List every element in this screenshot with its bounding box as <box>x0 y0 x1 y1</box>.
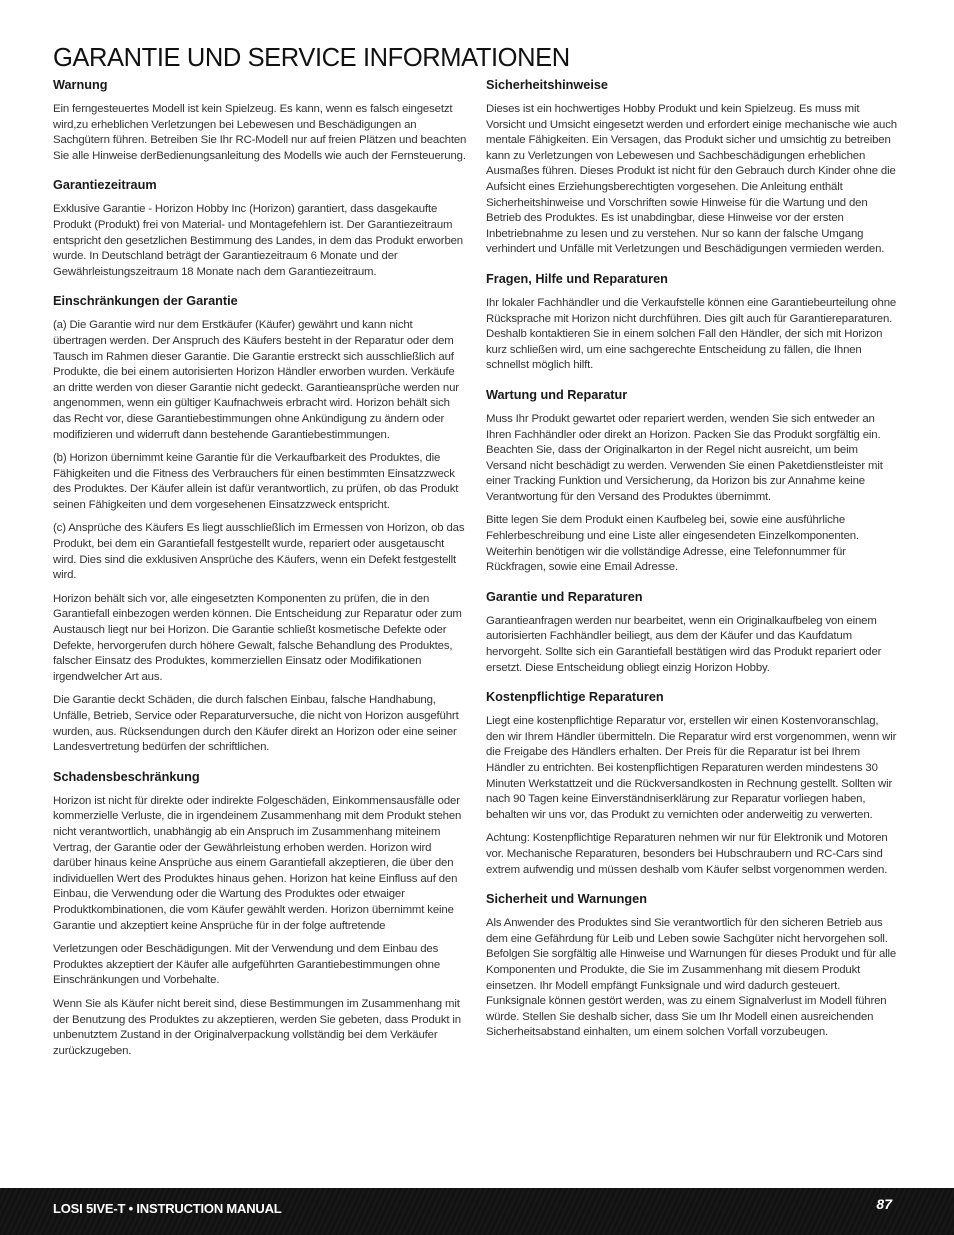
section-paragraph: Dieses ist ein hochwertiges Hobby Produkt und kein Spielzeug. Es muss mit Vorsicht und Umsicht eingesetzt werden und erfordert einige mechanische wie auch mentale Fähigkeiten. Ein Versagen, das Produkt sicher und umsichtig zu betreiben kann zu Verletzungen von Lebewesen und Sachbeschädigungen erheblichen Ausmaßes führen. Dieses Produkt ist nicht für den Gebrauch durch Kinder ohne die Aufsicht eines Erziehungsberechtigten vorgesehen. Die Anleitung enthält Sicherheitshinweise und Vorschriften sowie Hinweise für die Wartung und den Betrieb des Produktes. Es ist unabdingbar, diese Hinweise vor der ersten Inbetriebnahme zu lesen und zu verstehen. Nur so kann der falsche Umgang verhindert und Unfälle mit Verletzungen und Beschädigungen vermieden werden. <box>486 103 897 256</box>
section-paragraph: Ihr lokaler Fachhändler und die Verkaufstelle können eine Garantiebeurteilung ohne Rücksprache mit Horizon nicht durchführen. Dies gilt auch für Garantiereparaturen. Deshalb kontaktieren Sie in einem solchen Fall den Händler, der sich mit Horizon kurz schließen wird, um eine sachgerechte Entscheidung zu fällen, die Ihnen schnellst möglich hilft. <box>486 296 897 372</box>
section-sicherheit-und-warnungen <box>486 892 900 1041</box>
section-heading: Kostenpflichtige Reparaturen <box>486 690 664 705</box>
page-number: 87 <box>876 1196 892 1212</box>
section-paragraph: Die Garantie deckt Schäden, die durch falschen Einbau, falsche Handhabung, Unfälle, Betrieb, Service oder Reparaturversuche, die nicht von Horizon ausgeführt wurden, aus. Rücksendungen durch den Käufer direkt an Horizon oder eine seiner Landesvertretung bedürfen der schriftlichen. <box>53 694 459 754</box>
section-paragraph: Bitte legen Sie dem Produkt einen Kaufbeleg bei, sowie eine ausführliche Fehlerbeschreibung und eine Liste aller eingesendeten Einzelkomponenten. Weiterhin benötigen wir die vollständige Adresse, eine Telefonnummer für Rückfragen, sowie eine Email Adresse. <box>486 514 859 574</box>
section-garantiezeitraum <box>53 178 467 280</box>
section-paragraph: Garantieanfragen werden nur bearbeitet, wenn ein Originalkaufbeleg von einem autorisierten Fachhändler beiliegt, aus dem der Käufer und das Kaufdatum hervorgeht. Sollte sich ein Garantiefall bestätigen wird das Produkt repariert oder ersetzt. Diese Entscheidung obliegt einzig Horizon Hobby. <box>486 614 882 674</box>
page-title: GARANTIE UND SERVICE INFORMATIONEN <box>53 44 570 72</box>
section-heading: Garantie und Reparaturen <box>486 589 643 604</box>
section-heading: Garantiezeitraum <box>53 178 157 193</box>
section-paragraph: (a) Die Garantie wird nur dem Erstkäufer (Käufer) gewährt und kann nicht übertragen werden. Der Anspruch des Käufers besteht in der Reparatur oder dem Tausch im Rahmen dieser Garantie. Die Garantie erstreckt sich ausschließlich auf Produkte, die bei einem autorisierten Horizon Händler erworben wurden. Verkäufe an dritte werden von dieser Garantie nicht gedeckt. Garantieansprüche werden nur angenommen, wenn ein gültiger Kaufnachweis erbracht wird. Horizon behält sich das Recht vor, diese Garantiebestimmungen ohne Ankündigung zu ändern oder modifizieren und widerruft dann bestehende Garantiebestimmungen. <box>53 319 459 441</box>
section-kostenpflichtige-reparaturen <box>486 690 900 878</box>
section-paragraph: Horizon ist nicht für direkte oder indirekte Folgeschäden, Einkommensausfälle oder kommerzielle Verluste, die in irgendeinem Zusammenhang mit dem Produkt stehen nicht verantwortlich, unabhängig ab ein Anspruch im Zusammenhang miteinem Vertrag, der Garantie oder der Gewährleistung erhoben werden. Horizon wird darüber hinaus keine Ansprüche aus einem Garantiefall akzeptieren, die über den individuellen Wert des Produktes hinaus gehen. Horizon hat keine Einfluss auf den Einbau, die Verwendung oder die Wartung des Produktes oder etwaiger Produktkombinationen, die vom Käufer gewählt werden. Horizon übernimmt keine Garantie und akzeptiert keine Ansprüche für in der folge auftretende <box>53 794 462 932</box>
section-paragraph: Exklusive Garantie - Horizon Hobby Inc (Horizon) garantiert, dass dasgekaufte Produkt (Produkt) frei von Material- und Montagefehlern ist. Der Garantiezeitraum entspricht den gesetzlichen Bestimmung des Landes, in dem das Produkt erworben wurde. In Deutschland beträgt der Garantiezeitraum 6 Monate und der Gewährleistungszeitraum 18 Monate nach dem Garantiezeitraum. <box>53 203 463 278</box>
section-heading: Sicherheitshinweise <box>486 78 608 92</box>
footer-bar <box>0 1188 954 1235</box>
section-heading: Wartung und Reparatur <box>486 387 628 402</box>
footer-manual-label: LOSI 5IVE-T • INSTRUCTION MANUAL <box>53 1201 282 1216</box>
section-paragraph: Achtung: Kostenpflichtige Reparaturen nehmen wir nur für Elektronik und Motoren vor. Mechanische Reparaturen, besonders bei Hubschraubern und RC-Cars sind extrem aufwendig und müssen deshalb vom Käufer selbst vorgenommen werden. <box>486 832 888 876</box>
section-paragraph: Verletzungen oder Beschädigungen. Mit der Verwendung und dem Einbau des Produktes akzeptiert der Käufer alle aufgeführten Garantiebestimmungen ohne Einschränkungen und Vorbehalte. <box>53 943 441 987</box>
section-garantie-und-reparaturen <box>486 590 900 676</box>
section-paragraph: (b) Horizon übernimmt keine Garantie für die Verkaufbarkeit des Produktes, die Fähigkeiten und die Fitness des Verbrauchers für einen bestimmten Einsatzzweck des Produktes. Der Käufer allein ist dafür verantwortlich, zu prüfen, ob das Produkt seinen Fähigkeiten und dem vorgesehenen Einsatzzweck entspricht. <box>53 452 459 511</box>
section-paragraph: Horizon behält sich vor, alle eingesetzten Komponenten zu prüfen, die in den Garantiefall einbezogen werden können. Die Entscheidung zur Reparatur oder zum Austausch liegt nur bei Horizon. Die Garantie schließt kosmetische Defekte oder Defekte, hervorgerufen durch höhere Gewalt, falsche Behandlung des Produktes, falscher Einsatz des Produktes, kommerziellen Einsatz oder Modifikationen irgendwelcher Art aus. <box>53 592 462 683</box>
section-heading: Fragen, Hilfe und Reparaturen <box>486 271 668 286</box>
section-paragraph: Als Anwender des Produktes sind Sie verantwortlich für den sicheren Betrieb aus dem eine Gefährdung für Leib und Leben sowie Sachgüter nicht hervorgehen soll. Befolgen Sie sorgfältig alle Hinweise und Warnungen für dieses Produkt und für alle Komponenten und Produkte, die Sie im Zusammenhang mit diesem Produkt einsetzen. Ihr Modell empfängt Funksignale und wird dadurch gesteuert. Funksignale können gestört werden, was zu einem Signalverlust im Modell führen würde. Stellen Sie deshalb sicher, dass Sie um Ihr Modell einen ausreichenden Sicherheitsabstand einhalten, um einem solchen Vorfall vorzubeugen. <box>486 917 897 1039</box>
right-column <box>486 78 900 1055</box>
left-column <box>53 78 467 1073</box>
section-sicherheitshinweise <box>486 78 900 258</box>
section-heading: Schadensbeschränkung <box>53 769 200 784</box>
section-heading: Sicherheit und Warnungen <box>486 892 647 907</box>
section-paragraph: Wenn Sie als Käufer nicht bereit sind, diese Bestimmungen im Zusammenhang mit der Benutzung des Produktes zu akzeptieren, werden Sie gebeten, dass Produkt in unbenutztem Zustand in der Originalverpackung vollständig bei dem Verkäufer zurückzugeben. <box>53 997 461 1057</box>
section-paragraph: (c) Ansprüche des Käufers Es liegt ausschließlich im Ermessen von Horizon, ob das Produkt, bei dem ein Garantiefall festgestellt wurde, repariert oder ausgetauscht wird. Dies sind die exklusiven Ansprüche des Käufers, wenn ein Defekt festgestellt wird. <box>53 522 465 582</box>
section-schadensbeschraenkung <box>53 770 467 1060</box>
section-heading: Einschränkungen der Garantie <box>53 294 238 309</box>
section-warnung <box>53 78 467 164</box>
section-paragraph: Muss Ihr Produkt gewartet oder repariert werden, wenden Sie sich entweder an Ihren Fachhändler oder direkt an Horizon. Packen Sie das Produkt sorgfältig ein. Beachten Sie, dass der Originalkarton in der Regel nicht ausreicht, um beim Versand nicht beschädigt zu werden. Verwenden Sie einen Paketdienstleister mit einer Tracking Funktion und Versicherung, da Horizon bis zur Annahme keine Verantwortung für den Versand des Produktes übernimmt. <box>486 412 883 503</box>
section-paragraph: Liegt eine kostenpflichtige Reparatur vor, erstellen wir einen Kostenvoranschlag, den wir Ihrem Händler übermitteln. Die Reparatur wird erst vorgenommen, wenn wir die Freigabe des Händlers erhalten. Der Preis für die Reparatur ist bei Ihrem Händler zu entrichten. Bei kostenpflichtigen Reparaturen werden mindestens 30 Minuten Werkstattzeit und die Rückversandkosten in Rechnung gestellt. Sollten wir nach 90 Tagen keine Einverständniserklärung zur Reparatur vorliegen haben, behalten wir uns vor, das Produkt zu vernichten oder anderweitig zu verwerten. <box>486 715 897 821</box>
section-fragen-hilfe-und-reparaturen <box>486 272 900 374</box>
section-heading: Warnung <box>53 78 108 92</box>
section-paragraph: Ein ferngesteuertes Modell ist kein Spielzeug. Es kann, wenn es falsch eingesetzt wird,zu erheblichen Verletzungen bei Lebewesen und Beschädigungen an Sachgütern führen. Betreiben Sie Ihr RC-Modell nur auf freien Plätzen und beachten Sie alle Hinweise derBedienungsanleitung des Modells wie auch der Fernsteuerung. <box>53 103 467 162</box>
section-wartung-und-reparatur <box>486 388 900 576</box>
section-einschraenkungen-der-garantie <box>53 294 467 755</box>
